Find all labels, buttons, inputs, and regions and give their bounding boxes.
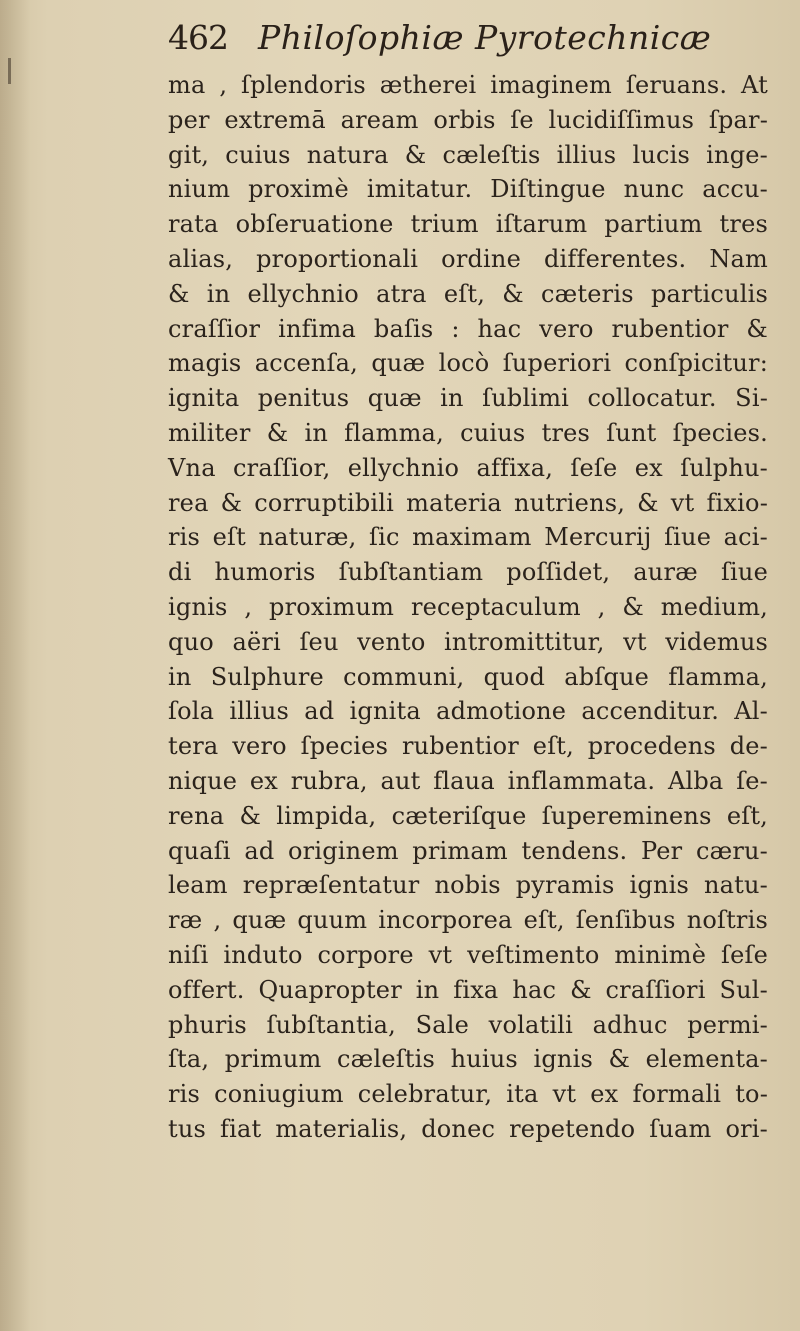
text-line: craſſior infima baſis : hac vero rubentior &: [168, 314, 768, 343]
text-line: ignis , proximum receptaculum , & medium,: [168, 592, 768, 621]
text-line: tera vero ſpecies rubentior eſt, procedens de-: [168, 732, 768, 761]
text-line: ris eſt naturæ, ſic maximam Mercurij ſiue aci-: [168, 523, 768, 552]
text-line: Vna craſſior, ellychnio affixa, ſeſe ex ſulphu-: [168, 453, 768, 482]
text-line: leam repræſentatur nobis pyramis ignis natu-: [168, 871, 768, 900]
body-text: [168, 68, 768, 1147]
text-line: ræ , quæ quum incorporea eſt, ſenſibus noſtris: [168, 906, 768, 935]
text-line: git, cuius natura & cæleſtis illius lucis inge-: [168, 140, 768, 169]
text-line: per extremā aream orbis ſe lucidiſſimus ſpar-: [168, 105, 768, 134]
running-title: Philoſophiæ Pyrotechnicæ: [258, 18, 712, 57]
text-line: nium proximè imitatur. Diſtingue nunc accu-: [168, 175, 768, 204]
text-line: militer & in flamma, cuius tres ſunt ſpecies.: [168, 418, 768, 447]
text-line: offert. Quapropter in fixa hac & craſſiori Sul-: [168, 975, 768, 1004]
text-line: nique ex rubra, aut flaua inflammata. Alba ſe-: [168, 766, 768, 795]
text-line: ma , ſplendoris ætherei imaginem ſeruans. At: [168, 71, 768, 99]
text-line: & in ellychnio atra eſt, & cæteris particulis: [168, 279, 768, 308]
margin-mark: [8, 58, 11, 84]
text-line: ris coniugium celebratur, ita vt ex formali to-: [168, 1080, 768, 1109]
text-line: rena & limpida, cæteriſque ſupereminens eſt,: [168, 801, 768, 830]
text-line: magis accenſa, quæ locò ſuperiori conſpicitur:: [168, 349, 768, 378]
text-line: tus fiat materialis, donec repetendo ſuam ori-: [168, 1114, 768, 1143]
text-line: di humoris ſubſtantiam poſſidet, auræ ſiue: [168, 558, 768, 587]
text-line: ignita penitus quæ in ſublimi collocatur. Si-: [168, 384, 768, 413]
text-line: rata obſeruatione trium iſtarum partium tres: [168, 210, 768, 239]
text-line: rea & corruptibili materia nutriens, & vt fixio-: [168, 488, 768, 517]
text-line: quaſi ad originem primam tendens. Per cæru-: [168, 836, 768, 865]
text-line: ſta, primum cæleſtis huius ignis & elementa-: [168, 1045, 768, 1074]
text-line: quo aëri ſeu vento intromittitur, vt videmus: [168, 627, 768, 656]
text-line: niſi induto corpore vt veſtimento minimè ſeſe: [168, 940, 768, 969]
text-line: phuris ſubſtantia, Sale volatili adhuc permi-: [168, 1010, 768, 1039]
page-header: [168, 18, 768, 68]
page-number: 462: [168, 18, 228, 57]
text-line: alias, proportionali ordine differentes. Nam: [168, 244, 768, 273]
text-line: ſola illius ad ignita admotione accenditur. Al-: [168, 697, 768, 726]
page-gutter-shadow: [0, 0, 30, 1331]
text-line: in Sulphure communi, quod abſque flamma,: [168, 662, 768, 691]
